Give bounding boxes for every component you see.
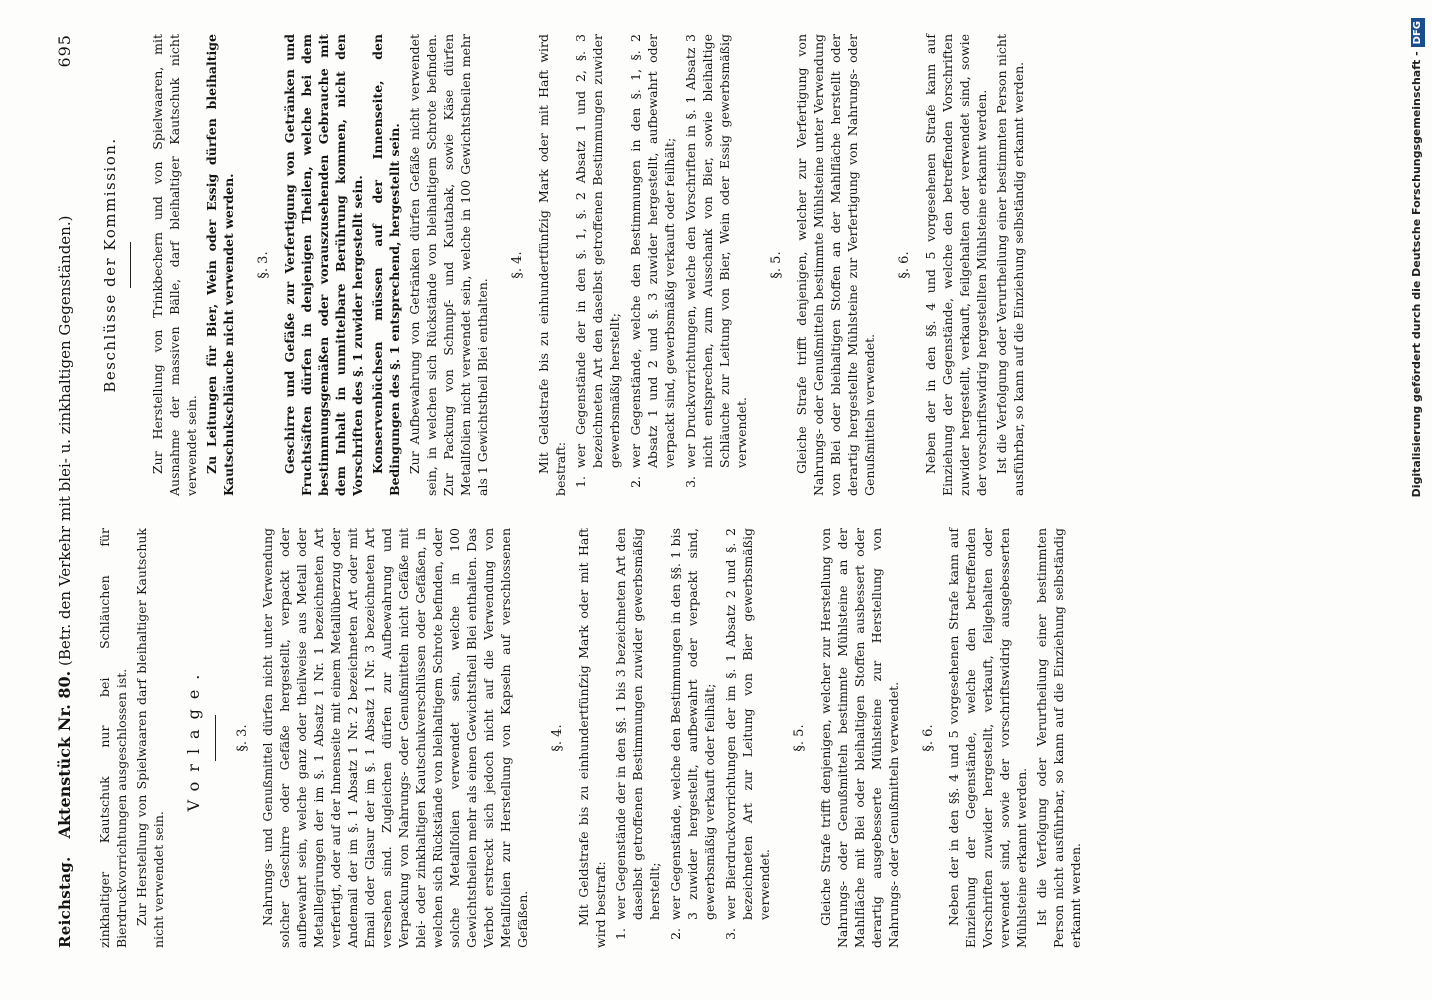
left-section-5-text: Gleiche Strafe trifft denjenigen, welcher zur Herstellung von Nahrungs- oder Genußmitteln bestimmte Mühlsteine an der Mahlfläche mit Blei oder bleihaltigen Stoffen ausbessert oder derartig ausgebesserte Mühlsteine zur Herstellung von Nahrungs- oder Genußmitteln verwendet. [817,528,901,948]
list-item: 1. wer Gegenstände der in den §. 1, §. 2 Absatz 1 und 2, §. 3 bezeichneten Art den daselbst getroffenen Bestimmungen zuwider gewerbsmäßig herstellt; [572,34,623,472]
title-divider [215,715,216,761]
list-item: 1. wer Gegenstände der in den §§. 1 bis 3 bezeichneten Art den daselbst getroffenen Bestimmungen zuwider gewerbsmäßig herstellt; [612,528,663,924]
digitization-note-label: Digitalisierung gefördert durch die Deutsche Forschungsgemeinschaft - [1410,51,1423,498]
right-section-4-intro: Mit Geldstrafe bis zu einhundertfünfzig Mark oder mit Haft wird bestraft: [535,34,568,496]
right-section-6-heading: §. 6. [897,251,913,279]
right-section-3-text-2: Konservenbüchsen müssen auf der Innenseite, den Bedingungen des §. 1 entsprechend, hergestellt sein. [370,34,403,496]
left-section-6-heading: §. 6. [920,724,936,752]
left-section-6-text: Neben der in den §§. 4 und 5 vorgesehenen Strafe kann auf Einziehung der Gegenstände, welche den betreffenden Vorschriften zuwider hergestellt, verkauft, feilgehalten oder verwendet sind, sowie der vorschriftswidrig ausgebesserten Mühlsteine erkannt werden. [946,528,1030,948]
page-header [54,34,76,948]
left-section-6-text-2: Ist die Verfolgung oder Verurtheilung einer bestimmten Person nicht ausführbar, so kann auf die Einziehung selbständig erkannt werden. [1034,528,1084,948]
right-section-5-text: Gleiche Strafe trifft denjenigen, welcher zur Verfertigung von Nahrungs- oder Genußmitteln bestimmte Mühlsteine unter Verwendung von Blei oder bleihaltigen Stoffen an der Mahlfläche herstellt oder derartig hergestellte Mühlsteine zur Verfertigung von Nahrungs- oder Genußmitteln verwendet. [794,34,878,496]
left-section-4-heading: §. 4. [550,724,566,752]
left-section-3-text: Nahrungs- und Genußmittel dürfen nicht unter Verwendung solcher Geschirre oder Gefäße hergestellt, verpackt oder aufbewahrt sein, welche ganz oder theilweise aus Metall oder Metalllegirungen der im §. 1 Absatz 1 Nr. 1 bezeichneten Art verfertigt, oder auf der Innenseite mit einem Metallüberzug oder Andemail der im §. 1 Absatz 1 Nr. 2 bezeichneten Art oder mit Email oder Glasur der im §. 1 Absatz 1 Nr. 3 bezeichneten Art versehen sind. Zugleichen dürfen zur Aufbewahrung und Verpackung von Nahrungs- oder Genußmitteln nicht Gefäße mit blei- oder zinkhaltigen Kautschukverschlüssen oder Gefäßen, in welchen sich Rückstände von bleihaltigem Schrote befinden, oder solche Metallfolien verwendet sein, welche in 100 Gewichtstheilen mehr als einen Gewichtstheil Blei enthalten. Das Verbot erstreckt sich jedoch nicht auf die Verwendung von Metallfolien zur Herstellung von Kapseln auf verschlossenen Gefäßen. [260,528,531,948]
right-section-4-heading: §. 4. [510,251,526,279]
left-column-vorlage [96,528,1087,948]
left-section-5-heading: §. 5. [792,724,808,752]
digitization-note [1406,18,1428,978]
header-center [54,68,76,839]
header-left: Reichstag. [56,856,74,948]
left-column-title: Vorlage. [184,664,203,812]
right-intro-2: Zu Leitungen für Bier, Wein oder Essig dürfen bleihaltige Kautschukschläuche nicht verwendet werden. [204,34,237,496]
page-number: 695 [55,34,74,68]
list-item: 2. wer Gegenstände, welche den Bestimmungen in den §§. 1 bis 3 zuwider hergestellt, aufbewahrt oder verpackt sind, gewerbsmäßig verkauft oder feilhält; [667,528,718,924]
right-section-4-list [572,34,750,496]
right-section-3-text-3: Zur Aufbewahrung von Getränken dürfen Gefäße nicht verwendet sein, in welchen sich Rückstände von bleihaltigem Schrote befinden. Zur Packung von Schnupf- und Kautabak, sowie Käse dürfen Metallfolien nicht verwendet sein, welche in 100 Gewichtstheilen mehr als 1 Gewichtstheil Blei enthalten. [407,34,491,496]
header-document-number: Aktenstück Nr. 80. [55,670,74,839]
list-item: 3. wer Bierdruckvorrichtungen der im §. 1 Absatz 2 und §. 2 bezeichneten Art zur Leitung von Bier gewerbsmäßig verwendet. [722,528,773,924]
right-section-3-text: Geschirre und Gefäße zur Verfertigung von Getränken und Fruchtsäften dürfen in denjenigen Theilen, welche bei dem bestimmungsgemäßen oder vorauszusehenden Gebrauche mit dem Inhalt in unmittelbare Berührung kommen, nicht den Vorschriften des §. 1 zuwider hergestellt sein. [282,34,366,496]
right-section-3-heading: §. 3. [256,251,272,279]
header-subject: (Betr. den Verkehr mit blei- u. zinkhaltigen Gegenständen.) [56,215,74,666]
left-section-4-intro: Mit Geldstrafe bis zu einhundertfünfzig Mark oder mit Haft wird bestraft: [576,528,609,948]
right-section-5-heading: §. 5. [768,251,784,279]
digitization-note-text [1406,18,1428,978]
left-intro-2: Zur Herstellung von Spielwaaren darf bleihaltiger Kautschuk nicht verwendet sein. [134,528,166,948]
dfg-badge: DFG [1411,18,1425,47]
left-intro: zinkhaltiger Kautschuk nur bei Schläuchen für Bierdruckvorrichtungen ausgeschlossen ist. [97,528,129,948]
right-section-6-text: Neben der in den §§. 4 und 5 vorgesehenen Strafe kann auf Einziehung der Gegenstände, welche den betreffenden Vorschriften zuwider hergestellt, verkauft, feilgehalten oder verwendet sind, sowie der vorschriftswidrig hergestellten Mühlsteine erkannt werden. [923,34,990,496]
right-section-6-text-2: Ist die Verfolgung oder Verurtheilung einer bestimmten Person nicht ausführbar, so kann auf die Einziehung selbständig erkannt werden. [994,34,1027,496]
right-column-title: Beschlüsse der Kommission. [101,137,119,393]
right-column-beschluesse [96,34,1030,496]
title-divider [130,242,131,288]
list-item: 2. wer Gegenstände, welche den Bestimmungen in den §. 1, §. 2 Absatz 1 und 2 und §. 3 zuwider hergestellt, aufbewahrt oder verpackt sind, gewerbsmäßig verkauft oder feilhält; [627,34,678,472]
right-intro: Zur Herstellung von Trinkbechern und von Spielwaaren, mit Ausnahme der massiven Bälle, darf bleihaltiger Kautschuk nicht verwendet sein. [150,34,200,496]
left-section-3-heading: §. 3. [234,724,250,752]
left-section-4-list [612,528,773,948]
list-item: 3. wer Druckvorrichtungen, welche den Vorschriften in §. 1 Absatz 3 nicht entsprechen, zum Ausschank von Bier, sowie bleihaltige Schläuche zur Leitung von Bier, Wein oder Essig gewerbsmäßig verwendet. [682,34,750,472]
